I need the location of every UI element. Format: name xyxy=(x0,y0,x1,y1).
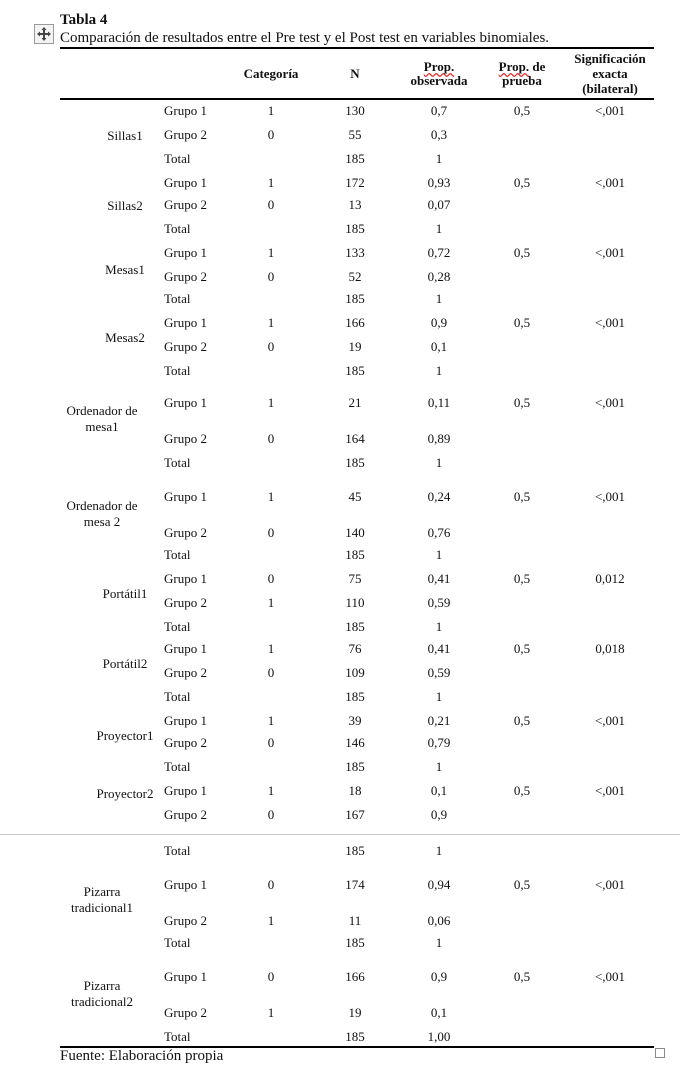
group-cell: Grupo 1 xyxy=(164,641,207,656)
variable-label: Mesas2 xyxy=(105,330,145,345)
group-cell: Grupo 1 xyxy=(164,489,207,504)
group-cell: Grupo 2 xyxy=(164,431,207,446)
table-footer: Fuente: Elaboración propia xyxy=(60,1048,224,1064)
n-cell: 45 xyxy=(348,489,362,504)
page-break-line xyxy=(0,834,680,835)
prop-prueba-cell: 0,5 xyxy=(513,175,531,190)
categoria-cell: 1 xyxy=(267,103,275,118)
prop-observada-cell: 0,06 xyxy=(427,913,451,928)
n-cell: 19 xyxy=(348,1005,362,1020)
variable-label: Portátil1 xyxy=(102,586,148,601)
group-cell: Grupo 1 xyxy=(164,395,207,410)
n-cell: 185 xyxy=(345,689,365,704)
n-cell: 174 xyxy=(345,877,365,892)
prop-observada-cell: 1 xyxy=(435,935,443,950)
n-cell: 185 xyxy=(345,547,365,562)
prop-observada-cell: 0,76 xyxy=(427,525,451,540)
group-cell: Grupo 2 xyxy=(164,269,207,284)
n-cell: 185 xyxy=(345,221,365,236)
n-cell: 167 xyxy=(345,807,365,822)
group-cell: Grupo 2 xyxy=(164,127,207,142)
n-cell: 146 xyxy=(345,735,365,750)
n-cell: 130 xyxy=(345,103,365,118)
prop-observada-cell: 0,89 xyxy=(427,431,451,446)
categoria-cell: 1 xyxy=(267,595,275,610)
header-bottom-rule xyxy=(60,98,654,100)
significacion-cell: <,001 xyxy=(594,783,626,798)
group-cell: Total xyxy=(164,291,191,306)
prop-observada-cell: 0,9 xyxy=(430,807,448,822)
header-prop-prueba xyxy=(488,60,556,88)
group-cell: Total xyxy=(164,935,191,950)
group-cell: Grupo 2 xyxy=(164,595,207,610)
variable-label: Pizarra tradicional1 xyxy=(70,884,134,915)
n-cell: 11 xyxy=(348,913,362,928)
variable-label: Pizarra tradicional2 xyxy=(70,978,134,1009)
prop-observada-cell: 1,00 xyxy=(427,1029,451,1044)
prop-observada-cell: 0,94 xyxy=(427,877,451,892)
prop-observada-cell: 0,9 xyxy=(430,969,448,984)
group-cell: Grupo 2 xyxy=(164,665,207,680)
group-cell: Grupo 1 xyxy=(164,175,207,190)
categoria-cell: 1 xyxy=(267,713,275,728)
group-cell: Total xyxy=(164,547,191,562)
prop-prueba-cell: 0,5 xyxy=(513,489,531,504)
group-cell: Grupo 1 xyxy=(164,969,207,984)
prop-prueba-cell: 0,5 xyxy=(513,571,531,586)
group-cell: Total xyxy=(164,759,191,774)
significacion-cell: <,001 xyxy=(594,969,626,984)
n-cell: 39 xyxy=(348,713,362,728)
prop-prueba-cell: 0,5 xyxy=(513,103,531,118)
prop-prueba-cell: 0,5 xyxy=(513,395,531,410)
prop-prueba-line1b: de xyxy=(529,59,546,74)
prop-observada-cell: 0,1 xyxy=(430,783,448,798)
n-cell: 185 xyxy=(345,935,365,950)
significacion-line3: (bilateral) xyxy=(582,81,638,96)
categoria-cell: 0 xyxy=(267,735,275,750)
prop-prueba-cell: 0,5 xyxy=(513,245,531,260)
significacion-cell: <,001 xyxy=(594,245,626,260)
n-cell: 133 xyxy=(345,245,365,260)
n-cell: 172 xyxy=(345,175,365,190)
variable-label: Mesas1 xyxy=(105,262,145,277)
prop-observada-cell: 0,79 xyxy=(427,735,451,750)
group-cell: Grupo 2 xyxy=(164,807,207,822)
prop-observada-cell: 0,21 xyxy=(427,713,451,728)
significacion-cell: <,001 xyxy=(594,713,626,728)
categoria-cell: 0 xyxy=(267,807,275,822)
group-cell: Grupo 2 xyxy=(164,913,207,928)
variable-label: Portátil2 xyxy=(102,656,148,671)
prop-observada-cell: 1 xyxy=(435,291,443,306)
prop-observada-line1: Prop. xyxy=(423,59,455,74)
categoria-cell: 1 xyxy=(267,175,275,190)
n-cell: 185 xyxy=(345,455,365,470)
table-label: Tabla 4 xyxy=(60,12,108,28)
prop-prueba-cell: 0,5 xyxy=(513,783,531,798)
n-cell: 185 xyxy=(345,363,365,378)
prop-prueba-cell: 0,5 xyxy=(513,315,531,330)
significacion-line2: exacta xyxy=(592,66,628,81)
significacion-line1: Significación xyxy=(574,51,646,66)
n-cell: 18 xyxy=(348,783,362,798)
group-cell: Total xyxy=(164,619,191,634)
group-cell: Grupo 1 xyxy=(164,103,207,118)
n-cell: 164 xyxy=(345,431,365,446)
prop-observada-cell: 0,1 xyxy=(430,339,448,354)
group-cell: Grupo 2 xyxy=(164,1005,207,1020)
group-cell: Grupo 1 xyxy=(164,245,207,260)
group-cell: Total xyxy=(164,689,191,704)
prop-observada-cell: 1 xyxy=(435,759,443,774)
variable-label: Proyector2 xyxy=(96,786,154,801)
n-cell: 19 xyxy=(348,339,362,354)
prop-observada-cell: 1 xyxy=(435,619,443,634)
header-n: N xyxy=(350,66,360,81)
significacion-cell: <,001 xyxy=(594,877,626,892)
prop-observada-cell: 1 xyxy=(435,455,443,470)
categoria-cell: 1 xyxy=(267,315,275,330)
categoria-cell: 0 xyxy=(267,197,275,212)
variable-label: Sillas1 xyxy=(107,128,143,143)
prop-observada-cell: 0,1 xyxy=(430,1005,448,1020)
categoria-cell: 0 xyxy=(267,877,275,892)
n-cell: 185 xyxy=(345,619,365,634)
top-rule xyxy=(60,47,654,49)
significacion-cell: 0,018 xyxy=(595,641,625,656)
n-cell: 52 xyxy=(348,269,362,284)
variable-label: Ordenador de mesa1 xyxy=(66,403,138,434)
significacion-cell: 0,012 xyxy=(595,571,625,586)
categoria-cell: 1 xyxy=(267,245,275,260)
resize-square-icon[interactable] xyxy=(655,1048,665,1058)
prop-observada-cell: 0,7 xyxy=(430,103,448,118)
group-cell: Total xyxy=(164,455,191,470)
prop-prueba-line1a: Prop. xyxy=(498,59,530,74)
n-cell: 76 xyxy=(348,641,362,656)
prop-observada-cell: 1 xyxy=(435,151,443,166)
variable-label: Ordenador de mesa 2 xyxy=(66,498,138,529)
header-significacion xyxy=(566,51,654,96)
n-cell: 75 xyxy=(348,571,362,586)
prop-observada-cell: 1 xyxy=(435,689,443,704)
categoria-cell: 0 xyxy=(267,571,275,586)
categoria-cell: 0 xyxy=(267,525,275,540)
group-cell: Grupo 2 xyxy=(164,525,207,540)
variable-label: Sillas2 xyxy=(107,198,143,213)
prop-observada-cell: 0,11 xyxy=(427,395,451,410)
significacion-cell: <,001 xyxy=(594,395,626,410)
prop-observada-cell: 1 xyxy=(435,221,443,236)
prop-observada-cell: 1 xyxy=(435,547,443,562)
prop-observada-line2: observada xyxy=(410,73,468,88)
group-cell: Grupo 2 xyxy=(164,197,207,212)
n-cell: 185 xyxy=(345,1029,365,1044)
prop-observada-cell: 1 xyxy=(435,363,443,378)
n-cell: 166 xyxy=(345,315,365,330)
categoria-cell: 1 xyxy=(267,913,275,928)
move-arrows-icon xyxy=(36,26,52,42)
prop-observada-cell: 0,72 xyxy=(427,245,451,260)
group-cell: Total xyxy=(164,221,191,236)
categoria-cell: 0 xyxy=(267,269,275,284)
prop-prueba-cell: 0,5 xyxy=(513,641,531,656)
significacion-cell: <,001 xyxy=(594,315,626,330)
n-cell: 140 xyxy=(345,525,365,540)
header-prop-observada xyxy=(400,60,478,88)
n-cell: 185 xyxy=(345,843,365,858)
categoria-cell: 1 xyxy=(267,1005,275,1020)
group-cell: Total xyxy=(164,843,191,858)
n-cell: 55 xyxy=(348,127,362,142)
group-cell: Grupo 1 xyxy=(164,713,207,728)
group-cell: Grupo 1 xyxy=(164,315,207,330)
n-cell: 109 xyxy=(345,665,365,680)
significacion-cell: <,001 xyxy=(594,175,626,190)
group-cell: Grupo 1 xyxy=(164,783,207,798)
group-cell: Total xyxy=(164,1029,191,1044)
n-cell: 185 xyxy=(345,151,365,166)
n-cell: 13 xyxy=(348,197,362,212)
group-cell: Total xyxy=(164,363,191,378)
categoria-cell: 1 xyxy=(267,641,275,656)
header-categoria: Categoría xyxy=(243,66,299,81)
group-cell: Grupo 1 xyxy=(164,571,207,586)
n-cell: 185 xyxy=(345,291,365,306)
prop-observada-cell: 0,59 xyxy=(427,595,451,610)
prop-prueba-line2: prueba xyxy=(502,73,542,88)
n-cell: 185 xyxy=(345,759,365,774)
group-cell: Grupo 2 xyxy=(164,339,207,354)
significacion-cell: <,001 xyxy=(594,489,626,504)
prop-observada-cell: 0,41 xyxy=(427,641,451,656)
prop-observada-cell: 0,07 xyxy=(427,197,451,212)
prop-observada-cell: 0,3 xyxy=(430,127,448,142)
prop-observada-cell: 0,9 xyxy=(430,315,448,330)
prop-observada-cell: 0,28 xyxy=(427,269,451,284)
n-cell: 110 xyxy=(345,595,365,610)
prop-prueba-cell: 0,5 xyxy=(513,877,531,892)
prop-observada-cell: 1 xyxy=(435,843,443,858)
prop-observada-cell: 0,24 xyxy=(427,489,451,504)
categoria-cell: 1 xyxy=(267,489,275,504)
table-title: Comparación de resultados entre el Pre test y el Post test en variables binomiales. xyxy=(60,30,550,46)
group-cell: Total xyxy=(164,151,191,166)
prop-prueba-cell: 0,5 xyxy=(513,713,531,728)
categoria-cell: 0 xyxy=(267,969,275,984)
prop-observada-cell: 0,41 xyxy=(427,571,451,586)
n-cell: 166 xyxy=(345,969,365,984)
significacion-cell: <,001 xyxy=(594,103,626,118)
categoria-cell: 0 xyxy=(267,339,275,354)
prop-observada-cell: 0,59 xyxy=(427,665,451,680)
prop-observada-cell: 0,93 xyxy=(427,175,451,190)
prop-prueba-cell: 0,5 xyxy=(513,969,531,984)
categoria-cell: 1 xyxy=(267,395,275,410)
categoria-cell: 0 xyxy=(267,665,275,680)
group-cell: Grupo 1 xyxy=(164,877,207,892)
categoria-cell: 1 xyxy=(267,783,275,798)
categoria-cell: 0 xyxy=(267,127,275,142)
group-cell: Grupo 2 xyxy=(164,735,207,750)
n-cell: 21 xyxy=(348,395,362,410)
categoria-cell: 0 xyxy=(267,431,275,446)
table-move-handle[interactable] xyxy=(34,24,54,44)
variable-label: Proyector1 xyxy=(96,728,154,743)
